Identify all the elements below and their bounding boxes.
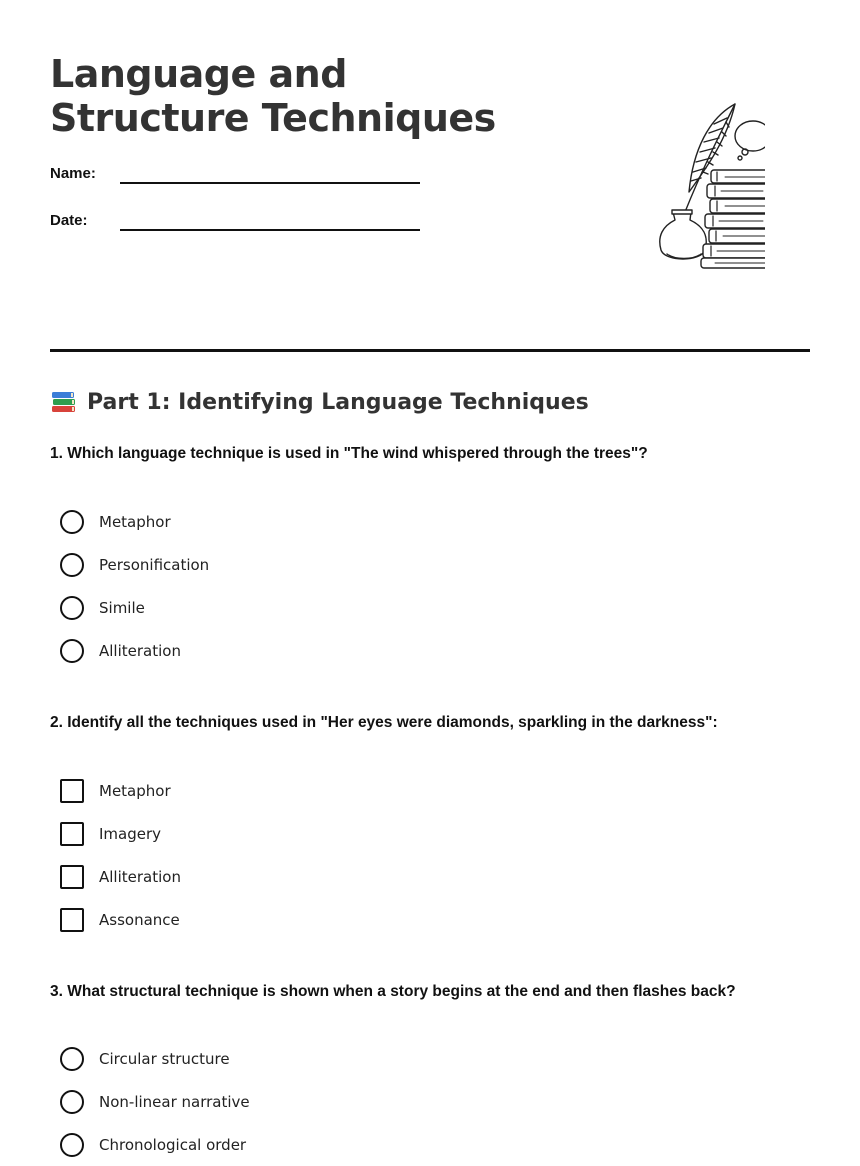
option-label: Alliteration: [99, 867, 181, 886]
option-label: Simile: [99, 598, 145, 617]
question-2-text: 2. Identify all the techniques used in "Her eyes were diamonds, sparkling in the darkness":: [50, 714, 718, 731]
question-3-options: [60, 1037, 250, 1166]
q2-option-assonance[interactable]: [60, 898, 181, 941]
q1-option-alliteration[interactable]: [60, 629, 209, 672]
q1-option-simile[interactable]: [60, 586, 209, 629]
date-blank-line[interactable]: [120, 229, 420, 231]
book-stack-icon: [701, 170, 765, 268]
radio-button[interactable]: [60, 1047, 84, 1071]
option-label: Metaphor: [99, 512, 171, 531]
checkbox[interactable]: [60, 865, 84, 889]
option-label: Circular structure: [99, 1049, 230, 1068]
option-label: Alliteration: [99, 641, 181, 660]
speech-bubble-icon: [735, 121, 765, 160]
q2-option-metaphor[interactable]: [60, 769, 181, 812]
q2-option-imagery[interactable]: [60, 812, 181, 855]
q3-option-chronological-order[interactable]: [60, 1123, 250, 1166]
question-3-text: 3. What structural technique is shown when a story begins at the end and then flashes back?: [50, 983, 736, 1000]
q3-option-non-linear-narrative[interactable]: [60, 1080, 250, 1123]
radio-button[interactable]: [60, 553, 84, 577]
inkwell-icon: [660, 210, 706, 259]
q2-option-alliteration[interactable]: [60, 855, 181, 898]
option-label: Chronological order: [99, 1135, 247, 1154]
checkbox[interactable]: [60, 779, 84, 803]
option-label: Imagery: [99, 824, 162, 843]
option-label: Non-linear narrative: [99, 1092, 250, 1111]
worksheet-page: [50, 0, 810, 1161]
checkbox[interactable]: [60, 822, 84, 846]
question-1-options: [60, 500, 209, 672]
question-1-text: 1. Which language technique is used in "The wind whispered through the trees"?: [50, 445, 648, 462]
question-2-options: [60, 769, 181, 941]
radio-button[interactable]: [60, 1090, 84, 1114]
part-1-heading: [50, 388, 589, 416]
name-label: Name:: [50, 165, 96, 182]
option-label: Metaphor: [99, 781, 171, 800]
date-label: Date:: [50, 212, 88, 229]
radio-button[interactable]: [60, 596, 84, 620]
quill-and-books-illustration: [605, 100, 765, 272]
books-icon: [50, 388, 78, 416]
part-1-heading-text: Part 1: Identifying Language Techniques: [87, 389, 589, 415]
checkbox[interactable]: [60, 908, 84, 932]
name-blank-line[interactable]: [120, 182, 420, 184]
q3-option-circular-structure[interactable]: [60, 1037, 250, 1080]
q1-option-metaphor[interactable]: [60, 500, 209, 543]
radio-button[interactable]: [60, 1133, 84, 1157]
radio-button[interactable]: [60, 510, 84, 534]
worksheet-title: Language and Structure Techniques: [50, 52, 496, 140]
option-label: Personification: [99, 555, 210, 574]
option-label: Assonance: [99, 910, 180, 929]
q1-option-personification[interactable]: [60, 543, 209, 586]
radio-button[interactable]: [60, 639, 84, 663]
section-divider: [50, 349, 810, 352]
